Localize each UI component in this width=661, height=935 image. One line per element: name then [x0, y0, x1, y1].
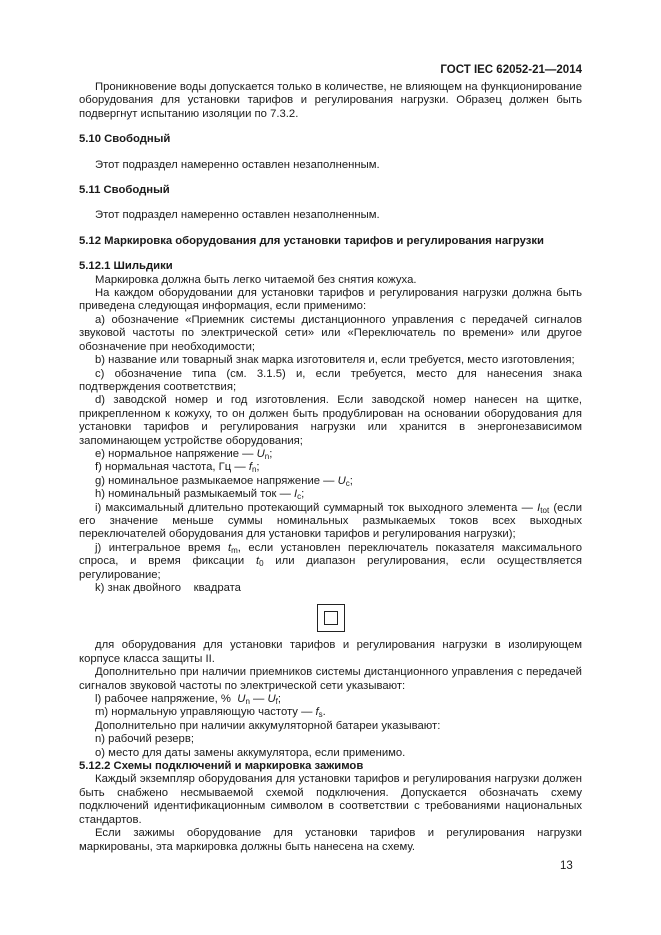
list-item-d: d) заводской номер и год изготовления. Если заводской номер нанесен на щитке, прикрепленном к кожуху, то он должен быть продублирован на основании оборудования для установки тарифов и регулирования нагрузки или хранится в энергонезависимом запоминающем устройстве оборудования; [79, 394, 582, 447]
section-5-12-2-title: 5.12.2 Схемы подключений и маркировка зажимов [79, 760, 364, 773]
page-content [79, 81, 582, 854]
paragraph: На каждом оборудовании для установки тарифов и регулирования нагрузки должна быть приведена следующая информация, если применимо: [79, 287, 582, 313]
paragraph: Дополнительно при наличии приемников системы дистанционного управления с передачей сигналов звуковой частоты по электрической сети указывают: [79, 666, 582, 692]
page-number: 13 [560, 860, 573, 872]
paragraph: Дополнительно при наличии аккумуляторной батареи указывают: [95, 719, 441, 732]
paragraph: Каждый экземпляр оборудования для установки тарифов и регулирования нагрузки должен быть снабжено несмываемой схемой подключения. Допускается обозначать схему подключений идентификационным символом в соответствии с требованиями национальных стандартов. [79, 773, 582, 826]
section-5-12-title: 5.12 Маркировка оборудования для установки тарифов и регулирования нагрузки [79, 234, 544, 247]
list-item-f: f) нормальная частота, Гц — $f_n$; [95, 461, 260, 475]
paragraph: Маркировка должна быть легко читаемой без снятия кожуха. [95, 273, 417, 286]
list-item-e: е) нормальное напряжение — $U_n$; [95, 447, 273, 461]
double-square-icon [317, 604, 345, 632]
list-item-j: j) интегральное время $t_m$, если установлен переключатель показателя максимального спроса, и время фиксации $t_0$ или диапазон регулирования, если осуществляется регулирование; [79, 541, 582, 581]
intro-paragraph: Проникновение воды допускается только в количестве, не влияющем на функционирование оборудования для установки тарифов и регулирования нагрузки. Образец должен быть подвергнут испытанию изоляции по 7.3.2. [79, 81, 582, 120]
list-item-i: i) максимальный длительно протекающий суммарный ток выходного элемента — $I_{tot}$ (если его значение меньше суммы номинальных размыкаемых токов всех выходных переключателей оборудования для установки тарифов и регулирования нагрузки); [79, 501, 583, 541]
section-5-11-text: Этот подраздел намеренно оставлен незаполненным. [95, 209, 380, 222]
list-item-g: g) номинальное размыкаемое напряжение — $U_c$; [95, 474, 353, 488]
list-item-c: c) обозначение типа (см. 3.1.5) и, если требуется, место для нанесения знака подтверждения соответствия; [79, 367, 582, 393]
section-5-11-title: 5.11 Свободный [79, 184, 170, 197]
document-header: ГОСТ IEC 62052-21—2014 [440, 64, 582, 76]
list-item-l: l) рабочее напряжение, % $U_n$ — $U_f$; [95, 693, 282, 707]
list-item-k-continuation: для оборудования для установки тарифов и регулирования нагрузки в изолирующем корпусе класса защиты II. [79, 639, 582, 665]
section-5-10-text: Этот подраздел намеренно оставлен незаполненным. [95, 158, 380, 171]
list-item-m: m) нормальную управляющую частоту — $f_s$. [95, 706, 326, 720]
section-5-12-1-title: 5.12.1 Шильдики [79, 260, 173, 273]
double-square-figure [79, 595, 582, 639]
list-item-n: n) рабочий резерв; [95, 733, 194, 746]
list-item-a: а) обозначение «Приемник системы дистанционного управления с передачей сигналов звуковой частоты по электрической сети» или «Переключатель по времени» или другое обозначение при необходимости; [79, 313, 582, 353]
list-item-h: h) номинальный размыкаемый ток — $I_c$; [95, 488, 305, 502]
list-item-b: b) название или товарный знак марка изготовителя и, если требуется, место изготовления; [95, 354, 575, 367]
list-item-o: о) место для даты замены аккумулятора, если применимо. [95, 746, 406, 759]
section-5-10-title: 5.10 Свободный [79, 133, 171, 146]
list-item-k: k) знак двойного квадрата [95, 582, 241, 594]
paragraph: Если зажимы оборудование для установки тарифов и регулирования нагрузки маркированы, эта маркировка должны быть нанесена на схему. [79, 827, 582, 853]
